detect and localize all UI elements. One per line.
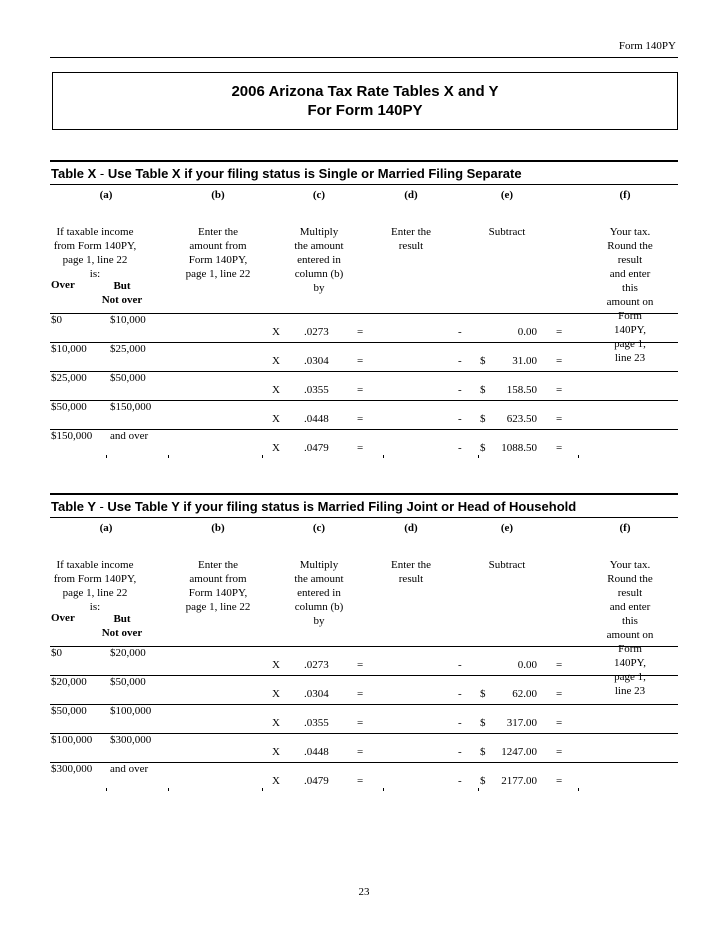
description-line: is: [89,601,101,613]
description-line: Subtract [488,226,526,238]
column-letters [50,518,678,536]
equals-sign: = [357,717,364,729]
equals-sign: = [357,775,364,787]
form-id: Form 140PY [618,40,676,52]
but-not-over-label [100,612,144,640]
minus-sign: - [458,717,462,729]
description-line: Round the result [607,573,653,599]
dollar-sign: $ [480,746,486,758]
table-row [50,676,678,705]
column-letter: (a) [99,522,113,534]
times-sign: X [272,746,280,758]
column-letters [50,185,678,203]
subtract-amount: 31.00 [512,355,537,367]
bracket-not-over: $150,000 [110,401,152,413]
description-line: page 1, line 23 [614,338,646,364]
table-row [50,734,678,763]
times-sign: X [272,775,280,787]
not-over-label: Not over [101,294,143,306]
equals-sign: = [556,659,563,671]
over-label: Over [51,279,75,291]
column-description-b [186,225,251,281]
dollar-sign: $ [480,384,486,396]
dollar-sign: $ [480,413,486,425]
table-title-dash: - [99,166,105,181]
tax-rate: .0355 [304,384,329,396]
equals-sign: = [556,384,563,396]
description-line: amount from [189,240,247,252]
description-line: entered in [297,254,341,266]
column-tick [106,788,107,791]
but-label: But [113,613,131,625]
bracket-over: $0 [51,314,62,326]
description-line: column (b) [294,601,344,613]
description-line: If taxable income [56,559,134,571]
times-sign: X [272,659,280,671]
bracket-over: $100,000 [51,734,93,746]
table-x [50,160,678,458]
description-line: Form 140PY, [614,643,646,669]
bracket-not-over: $100,000 [110,705,152,717]
bracket-rows [50,314,678,458]
subtract-amount: 2177.00 [501,775,537,787]
bracket-over: $20,000 [51,676,87,688]
equals-sign: = [556,775,563,787]
description-line: is: [89,268,101,280]
tax-rate: .0448 [304,413,329,425]
column-letter: (e) [500,522,514,534]
description-line: the amount [294,240,344,252]
table-row [50,314,678,343]
title-line2: For Form 140PY [307,102,423,119]
description-line: and enter this [609,268,651,294]
column-letter: (c) [312,189,326,201]
over-label: Over [51,612,75,624]
description-line: page 1, line 22 [185,268,251,280]
bracket-not-over: $300,000 [110,734,152,746]
column-description-a [54,558,137,614]
description-line: column (b) [294,268,344,280]
bracket-over: $10,000 [51,343,87,355]
description-line: Round the result [607,240,653,266]
table-title [50,493,678,518]
description-line: amount on [606,296,654,308]
table-row [50,430,678,458]
column-description-d [391,225,431,253]
equals-sign: = [357,659,364,671]
table-row [50,401,678,430]
but-label: But [113,280,131,292]
description-line: Enter the [390,226,432,238]
column-description-e [489,558,526,572]
column-tick [578,455,579,458]
subtract-amount: 1247.00 [501,746,537,758]
equals-sign: = [357,746,364,758]
minus-sign: - [458,384,462,396]
description-line: page 1, line 22 [185,601,251,613]
description-line: Multiply [299,559,339,571]
description-line: Enter the [390,559,432,571]
description-line: amount from [189,573,247,585]
equals-sign: = [556,413,563,425]
description-line: Enter the [197,559,239,571]
subtract-amount: 0.00 [517,659,537,671]
equals-sign: = [357,355,364,367]
equals-sign: = [357,688,364,700]
description-line: Form 140PY, [188,254,248,266]
description-line: the amount [294,573,344,585]
equals-sign: = [556,688,563,700]
description-line: page 1, line 22 [62,587,128,599]
minus-sign: - [458,326,462,338]
minus-sign: - [458,442,462,454]
table-heading: Use Table X if your filing status is Single or Married Filing Separate [107,166,522,181]
dollar-sign: $ [480,442,486,454]
times-sign: X [272,355,280,367]
bracket-not-over: $50,000 [110,676,146,688]
minus-sign: - [458,659,462,671]
times-sign: X [272,413,280,425]
times-sign: X [272,326,280,338]
dollar-sign: $ [480,717,486,729]
bracket-not-over: $10,000 [110,314,146,326]
column-letter: (b) [211,189,225,201]
tax-rate: .0273 [304,326,329,338]
equals-sign: = [556,442,563,454]
column-tick [478,788,479,791]
column-letter: (f) [619,522,631,534]
column-letter: (a) [99,189,113,201]
tax-rate: .0355 [304,717,329,729]
description-line: Multiply [299,226,339,238]
bracket-rows [50,647,678,791]
table-row [50,372,678,401]
column-description-d [391,558,431,586]
minus-sign: - [458,355,462,367]
description-line: Subtract [488,559,526,571]
column-tick [106,455,107,458]
bracket-not-over: $25,000 [110,343,146,355]
column-description-a [54,225,137,281]
minus-sign: - [458,775,462,787]
column-tick [383,788,384,791]
bracket-over: $50,000 [51,705,87,717]
equals-sign: = [556,717,563,729]
description-line: Your tax. [609,559,651,571]
title-box [52,72,678,130]
description-line: Your tax. [609,226,651,238]
table-y [50,493,678,791]
column-tick [168,455,169,458]
subtract-amount: 623.50 [506,413,537,425]
column-description-e [489,225,526,239]
bracket-over: $300,000 [51,763,93,775]
column-letter: (e) [500,189,514,201]
subtract-amount: 0.00 [517,326,537,338]
description-line: Form 140PY, [188,587,248,599]
table-title-dash: - [99,499,104,514]
column-tick [383,455,384,458]
description-line: from Form 140PY, [53,240,137,252]
table-heading: Use Table Y if your filing status is Married Filing Joint or Head of Household [107,499,577,514]
column-tick [262,455,263,458]
table-row [50,343,678,372]
times-sign: X [272,688,280,700]
column-tick [168,788,169,791]
column-description-b [186,558,251,614]
tax-rate: .0304 [304,355,329,367]
equals-sign: = [357,326,364,338]
description-line: and enter this [609,601,651,627]
description-line: page 1, line 22 [62,254,128,266]
but-not-over-label [100,279,144,307]
table-label: Table Y [51,499,96,514]
column-tick [478,455,479,458]
description-line: by [313,282,325,294]
title-line1: 2006 Arizona Tax Rate Tables X and Y [231,83,499,100]
bracket-over: $50,000 [51,401,87,413]
bracket-not-over: and over [110,763,149,775]
column-letter: (c) [312,522,326,534]
table-row [50,647,678,676]
page-number: 23 [358,886,370,898]
description-line: Enter the [197,226,239,238]
description-line: from Form 140PY, [53,573,137,585]
not-over-label: Not over [101,627,143,639]
table-row [50,705,678,734]
column-description-c [294,225,343,295]
tax-rate: .0448 [304,746,329,758]
column-letter: (b) [211,522,225,534]
column-letter: (f) [619,189,631,201]
dollar-sign: $ [480,355,486,367]
bracket-over: $150,000 [51,430,93,442]
equals-sign: = [357,413,364,425]
bracket-over: $0 [51,647,62,659]
minus-sign: - [458,746,462,758]
header-rule [50,57,678,58]
equals-sign: = [357,384,364,396]
equals-sign: = [556,355,563,367]
subtract-amount: 158.50 [506,384,537,396]
description-line: result [398,240,424,252]
description-line: result [398,573,424,585]
bracket-not-over: and over [110,430,149,442]
equals-sign: = [357,442,364,454]
tax-rate: .0479 [304,775,329,787]
description-line: entered in [297,587,341,599]
description-line: Form 140PY, [614,310,646,336]
equals-sign: = [556,746,563,758]
tax-rate: .0273 [304,659,329,671]
table-title [50,160,678,185]
tax-rate: .0304 [304,688,329,700]
dollar-sign: $ [480,688,486,700]
table-row [50,763,678,791]
description-line: page 1, line 23 [614,671,646,697]
column-letter: (d) [404,522,418,534]
subtract-amount: 1088.50 [501,442,537,454]
times-sign: X [272,442,280,454]
bracket-not-over: $20,000 [110,647,146,659]
times-sign: X [272,384,280,396]
description-line: by [313,615,325,627]
description-line: If taxable income [56,226,134,238]
minus-sign: - [458,688,462,700]
column-description-c [294,558,343,628]
column-tick [578,788,579,791]
tax-rate: .0479 [304,442,329,454]
minus-sign: - [458,413,462,425]
subtract-amount: 317.00 [506,717,537,729]
table-label: Table X [51,166,97,181]
bracket-not-over: $50,000 [110,372,146,384]
subtract-amount: 62.00 [512,688,537,700]
equals-sign: = [556,326,563,338]
times-sign: X [272,717,280,729]
column-tick [262,788,263,791]
column-letter: (d) [404,189,418,201]
dollar-sign: $ [480,775,486,787]
description-line: amount on [606,629,654,641]
bracket-over: $25,000 [51,372,87,384]
